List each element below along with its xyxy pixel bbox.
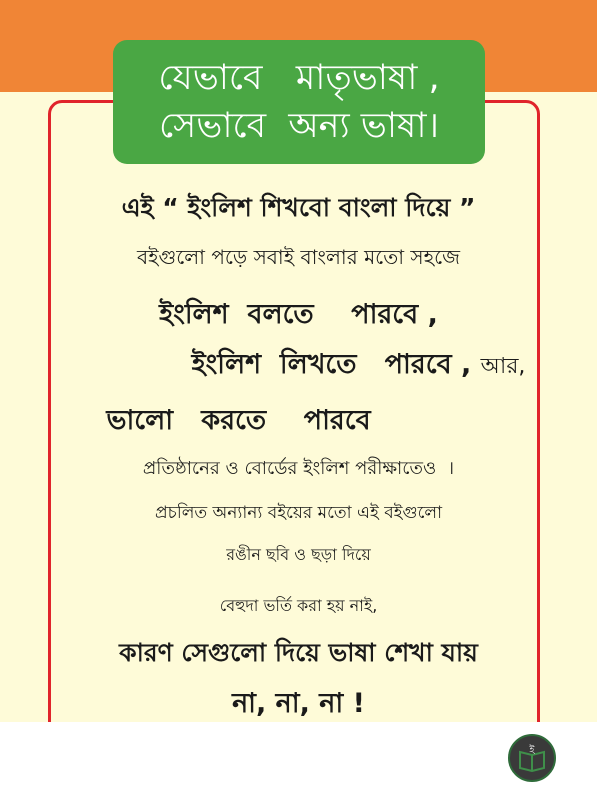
book-icon xyxy=(517,744,547,772)
title-line-2: সেভাবে অন্য ভাষা। xyxy=(158,106,439,146)
title-line-1: যেভাবে মাতৃভাষা , xyxy=(158,58,440,98)
title-box xyxy=(113,40,485,164)
body-line-10: কারণ সেগুলো দিয়ে ভাষা শেখা যায় xyxy=(119,638,478,667)
body-line-7: প্রচলিত অন্যান্য বইয়ের মতো এই বইগুলো xyxy=(154,503,442,523)
body-line-1: এই “ ইংলিশ শিখবো বাংলা দিয়ে ” xyxy=(121,193,476,222)
body-line-2: বইগুলো পড়ে সবাই বাংলার মতো সহজে xyxy=(136,245,461,269)
body-line-9: বেহুদা ভর্তি করা হয় নাই, xyxy=(219,596,378,615)
book-icon-glyph: ই xyxy=(529,745,535,756)
body-line-4-main: ইংলিশ লিখতে পারবে , xyxy=(191,349,481,380)
body-line-8: রঙীন ছবি ও ছড়া দিয়ে xyxy=(226,545,371,564)
body-line-6: প্রতিষ্ঠানের ও বোর্ডের ইংলিশ পরীক্ষাতেও । xyxy=(142,458,455,479)
body-line-5: ভালো করতে পারবে xyxy=(106,405,371,436)
body-line-4 xyxy=(60,344,597,389)
body-line-3: ইংলিশ বলতে পারবে , xyxy=(159,299,438,330)
book-fab-button[interactable] xyxy=(508,734,556,782)
body-line-11: না, না, না ! xyxy=(232,688,365,719)
body-line-4-tail: আর, xyxy=(480,354,526,379)
